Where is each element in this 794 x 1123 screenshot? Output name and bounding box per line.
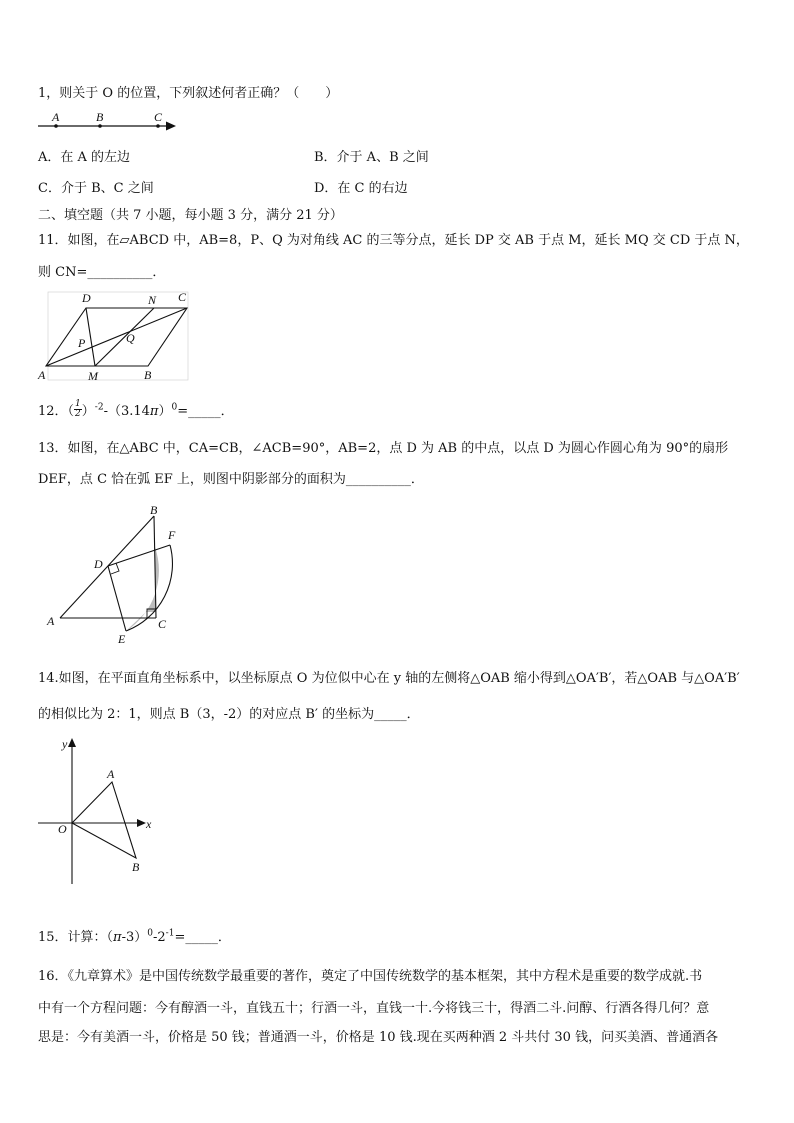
q1-number-line-figure <box>36 110 186 138</box>
q1-option-a: A．在 A 的左边 <box>38 150 131 165</box>
q1-option-d: D．在 C 的右边 <box>314 181 408 196</box>
q12-exponent-1: -2 <box>94 402 104 413</box>
q12-line <box>38 400 234 419</box>
q13-sector-figure <box>36 502 196 648</box>
label-d: D <box>94 557 103 571</box>
label-m: M <box>88 369 98 383</box>
q1-option-c: C．介于 B、C 之间 <box>38 181 154 196</box>
segment-mn <box>95 308 154 366</box>
q12-pi: π <box>149 404 159 419</box>
triangle-oab <box>72 782 136 858</box>
q15-tail: =_____． <box>174 930 231 945</box>
segment-ab <box>60 516 154 618</box>
q12-tail: =_____． <box>177 404 234 419</box>
q12-fraction-denominator: 2 <box>75 409 81 419</box>
point-a <box>54 124 58 128</box>
label-e: E <box>118 632 126 646</box>
arrow-head-icon <box>166 122 176 131</box>
q15-mid: -2 <box>153 930 166 945</box>
label-n: N <box>148 293 157 307</box>
q16-line-1: 16．《九章算术》是中国传统数学最重要的著作，奠定了中国传统数学的基本框架，其中方程术是重要的数学成就.书 <box>38 969 703 984</box>
label-f: F <box>168 528 176 542</box>
label-b: B <box>132 860 140 874</box>
point-c <box>156 124 160 128</box>
q15-line <box>38 926 231 945</box>
q12-exponent-2: 0 <box>171 402 178 413</box>
q11-parallelogram-figure <box>36 288 192 384</box>
q14-line-2: 的相似比为 2：1，则点 B（3，-2）的对应点 B′ 的坐标为_____． <box>38 707 420 722</box>
label-q: Q <box>126 331 135 345</box>
label-a: A <box>38 368 46 382</box>
label-b: B <box>150 503 158 517</box>
q15-pi: π <box>113 930 122 945</box>
label-x: x <box>146 817 152 831</box>
label-b: B <box>144 368 152 382</box>
label-y: y <box>62 737 68 751</box>
q14-line-1: 14.如图，在平面直角坐标系中，以坐标原点 O 为位似中心在 y 轴的左侧将△OAB 缩小得到△OA′B′，若△OAB 与△OA′B′ <box>38 671 740 686</box>
q14-coordinate-figure <box>36 734 166 886</box>
q15-exponent-2: -1 <box>165 928 175 939</box>
label-p: P <box>78 336 86 350</box>
label-b: B <box>96 110 104 124</box>
label-o: O <box>58 822 67 836</box>
q12-term: -（3.14 <box>103 404 150 419</box>
q16-line-2: 中有一个方程问题：今有醇酒一斗，直钱五十；行酒一斗，直钱一十.今将钱三十，得酒二斗.问醇、行酒各得几何？意 <box>38 1001 710 1016</box>
q11-line-2: 则 CN=__________． <box>38 265 166 280</box>
q13-line-1: 13．如图，在△ABC 中，CA=CB，∠ACB=90°，AB=2，点 D 为 AB 的中点，以点 D 为圆心作圆心角为 90°的扇形 <box>38 441 729 456</box>
point-b <box>98 124 102 128</box>
q1-stem: 1，则关于 O 的位置，下列叙述何者正确？（ ） <box>38 86 339 101</box>
label-a: A <box>52 110 60 124</box>
q15-exponent-1: 0 <box>147 928 153 939</box>
q12-prefix: 12．（ <box>38 404 75 419</box>
label-d: D <box>82 291 91 305</box>
label-a: A <box>47 614 55 628</box>
q15-term: -3） <box>121 930 148 945</box>
q12-fraction-numerator: 1 <box>75 399 81 409</box>
q13-line-2: DEF，点 C 恰在弧 EF 上，则图中阴影部分的面积为__________． <box>38 472 424 487</box>
diagonal-ac <box>46 308 187 366</box>
q15-prefix: 15．计算：（ <box>38 930 114 945</box>
q12-paren-close: ） <box>81 404 95 419</box>
segment-dm <box>86 308 95 366</box>
y-axis-arrow-icon <box>68 738 76 747</box>
label-c: C <box>154 110 163 124</box>
segment-de <box>108 566 126 631</box>
section-2-heading: 二、填空题（共 7 小题，每小题 3 分，满分 21 分） <box>38 208 343 223</box>
q1-option-b: B．介于 A、B 之间 <box>314 150 429 165</box>
label-c: C <box>158 617 167 631</box>
q12-close: ） <box>158 404 172 419</box>
x-axis-arrow-icon <box>137 819 146 827</box>
label-c: C <box>178 290 187 304</box>
q11-line-1: 11．如图，在▱ABCD 中，AB=8，P、Q 为对角线 AC 的三等分点，延长 DP 交 AB 于点 M，延长 MQ 交 CD 于点 N， <box>38 233 749 248</box>
q16-line-3: 思是：今有美酒一斗，价格是 50 钱；普通酒一斗，价格是 10 钱.现在买两种酒 2 斗共付 30 钱，问买美酒、普通酒各 <box>38 1030 719 1045</box>
label-a: A <box>107 767 115 781</box>
